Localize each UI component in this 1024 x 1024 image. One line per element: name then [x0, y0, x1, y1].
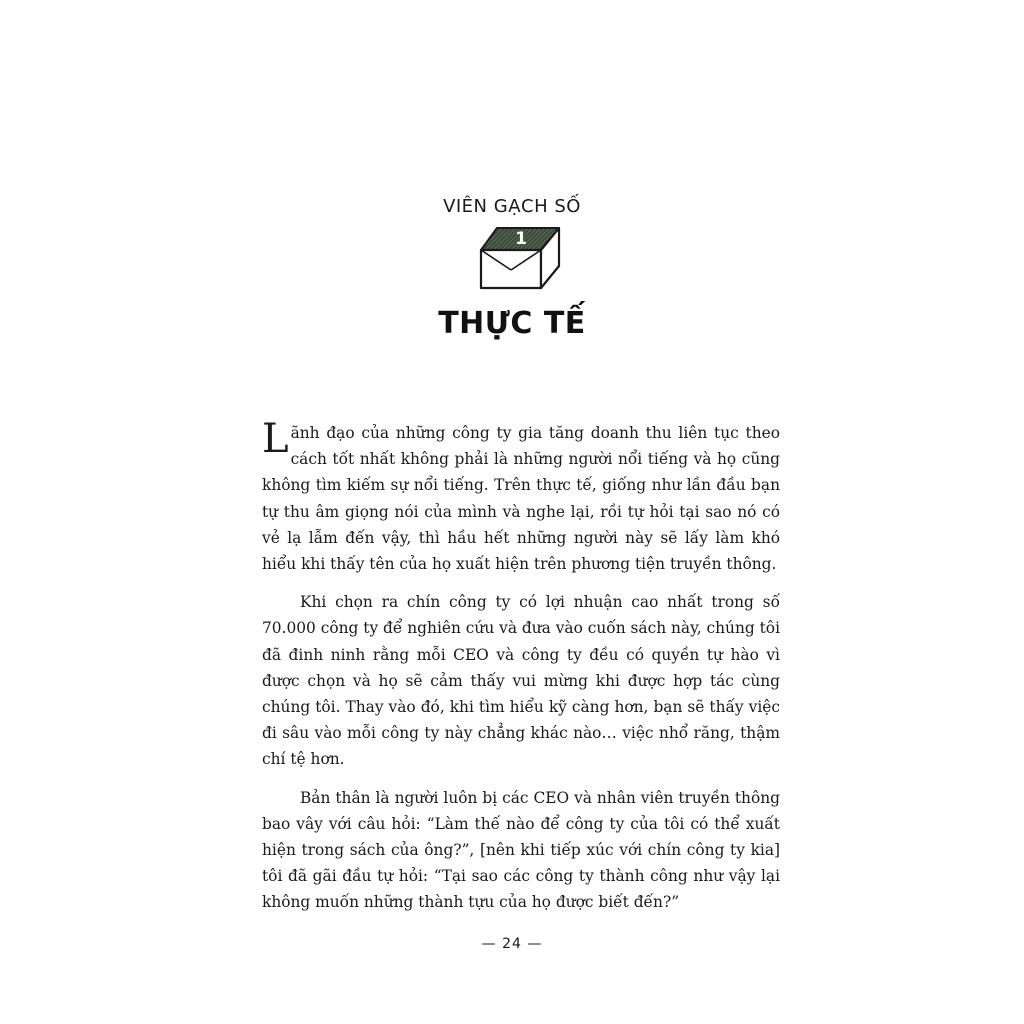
chapter-kicker: VIÊN GẠCH SỐ [443, 196, 581, 217]
body-text [262, 416, 780, 928]
drop-cap: L [262, 416, 289, 462]
paragraph-3: Bản thân là người luôn bị các CEO và nhân viên truyền thông bao vây với câu hỏi: “Làm thế nào để công ty của tôi có thể xuất hiện trong sách của ông?”, [nên khi tiếp xúc với chín công ty kia] tôi đã gãi đầu tự hỏi: “Tại sao các công ty thành công như vậy lại không muốn những thành tựu của họ được biết đến?” [262, 788, 780, 912]
brick-number: 1 [515, 229, 527, 249]
paragraph-2: Khi chọn ra chín công ty có lợi nhuận cao nhất trong số 70.000 công ty để nghiên cứu và đưa vào cuốn sách này, chúng tôi đã đinh ninh rằng mỗi CEO và công ty đều có quyền tự hào vì được chọn và họ sẽ cảm thấy vui mừng khi được hợp tác cùng chúng tôi. Thay vào đó, khi tìm hiểu kỹ càng hơn, bạn sẽ thấy việc đi sâu vào mỗi công ty này chẳng khác nào… việc nhổ răng, thậm chí tệ hơn. [262, 593, 780, 769]
paragraph-1-text: ãnh đạo của những công ty gia tăng doanh thu liên tục theo cách tốt nhất không phải là những người nổi tiếng và họ cũng không tìm kiếm sự nổi tiếng. Trên thực tế, giống như lần đầu bạn tự thu âm giọng nói của mình và nghe lại, rồi tự hỏi tại sao nó có vẻ lạ lẫm đến vậy, thì hầu hết những người này sẽ lấy làm khó hiểu khi thấy tên của họ xuất hiện trên phương tiện truyền thông. [262, 424, 780, 574]
paragraph-1 [262, 416, 780, 577]
page-number: — 24 — [481, 936, 543, 952]
chapter-title: THỰC TẾ [438, 306, 586, 341]
brick-icon [479, 226, 561, 290]
